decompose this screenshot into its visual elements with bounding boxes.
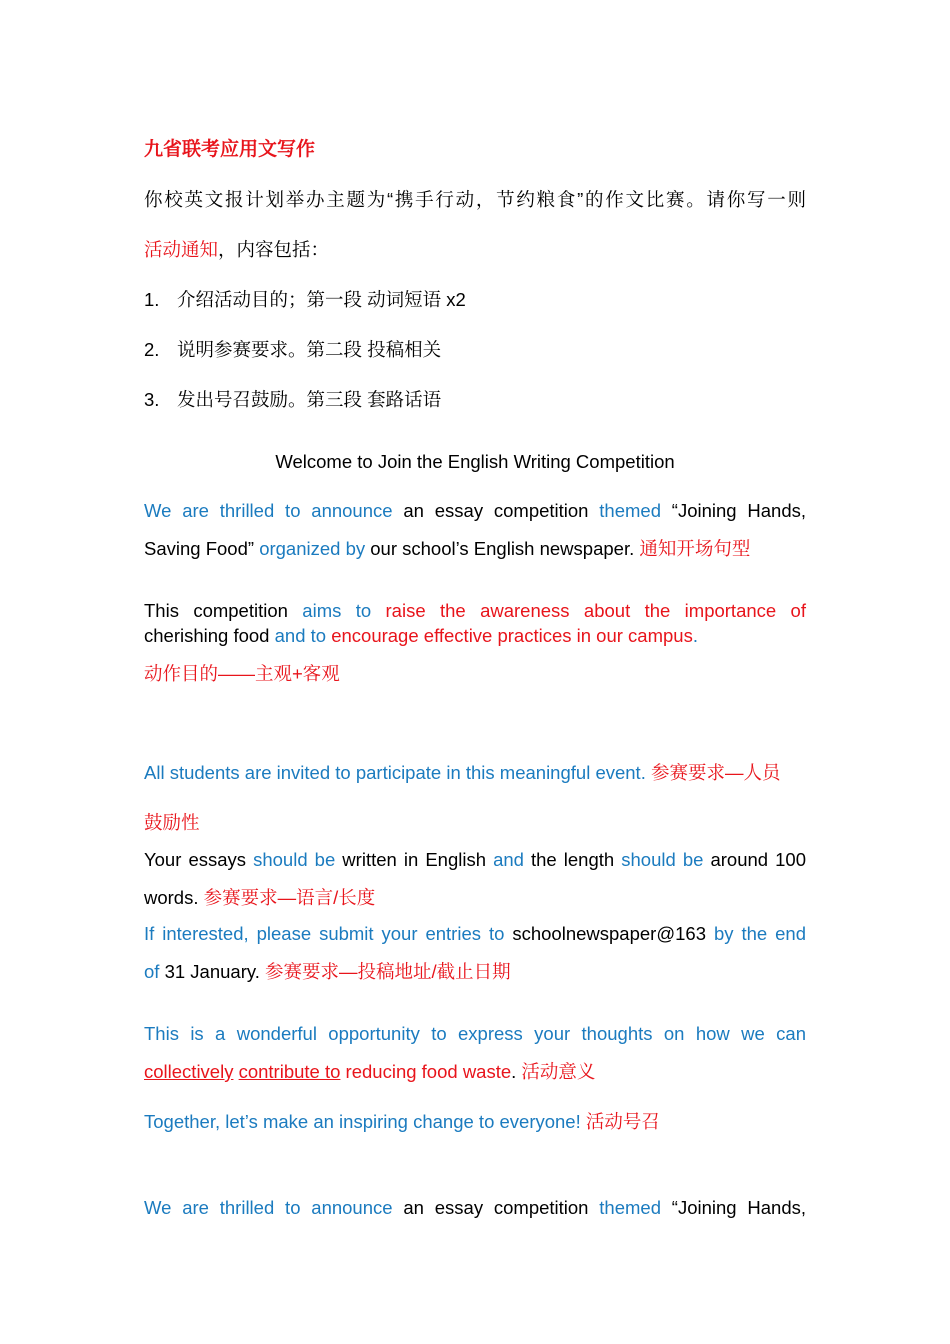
underlined-phrase: contribute to bbox=[238, 1061, 341, 1082]
annotation-note: 通知开场句型 bbox=[639, 538, 751, 559]
prompt-line-2-rest: ，内容包括： bbox=[218, 239, 330, 260]
annotation-note: 参赛要求—人员 bbox=[650, 762, 781, 783]
phrase: . bbox=[692, 625, 698, 646]
phrase: If interested, please submit your entries to bbox=[144, 923, 505, 944]
prompt-line-2 bbox=[144, 238, 806, 262]
list-item-number: 2. bbox=[144, 339, 160, 360]
annotation-note: 活动意义 bbox=[521, 1061, 596, 1082]
list-item bbox=[144, 288, 806, 312]
annotation-note: 活动号召 bbox=[585, 1111, 660, 1132]
phrase: We are thrilled to announce bbox=[144, 500, 393, 521]
p7-line-1 bbox=[144, 1110, 806, 1134]
phrase: themed bbox=[599, 1197, 661, 1218]
phrase: cherishing food bbox=[144, 625, 275, 646]
essay-title: Welcome to Join the English Writing Competition bbox=[275, 451, 675, 472]
phrase: themed bbox=[599, 500, 661, 521]
phrase: and bbox=[493, 849, 524, 870]
phrase: the length bbox=[523, 849, 622, 870]
phrase: around 100 bbox=[703, 849, 806, 870]
annotation-note: 参赛要求—投稿地址/截止日期 bbox=[265, 961, 511, 982]
phrase: reducing food waste bbox=[340, 1061, 512, 1082]
phrase: “Joining Hands, bbox=[661, 500, 807, 521]
phrase: written in English bbox=[335, 849, 494, 870]
phrase: raise the awareness about the importance of bbox=[371, 600, 806, 621]
phrase: Together, let’s make an inspiring change to everyone! bbox=[144, 1111, 586, 1132]
notice-keyword: 活动通知 bbox=[144, 239, 219, 260]
p5-line-1 bbox=[144, 922, 806, 946]
p3-line-1 bbox=[144, 761, 806, 785]
annotation-note: 参赛要求—语言/长度 bbox=[203, 887, 376, 908]
phrase: aims to bbox=[302, 600, 372, 621]
phrase: We are thrilled to announce bbox=[144, 1197, 393, 1218]
phrase: . bbox=[511, 1061, 522, 1082]
p4-line-2 bbox=[144, 886, 806, 910]
phrase: should be bbox=[621, 849, 704, 870]
p1-line-2 bbox=[144, 537, 806, 561]
p2-line-2 bbox=[144, 624, 806, 648]
phrase: “Joining Hands, bbox=[661, 1197, 807, 1218]
phrase: by the end bbox=[713, 923, 806, 944]
email-address: schoolnewspaper@163 bbox=[504, 923, 714, 944]
phrase: This competition bbox=[144, 600, 303, 621]
phrase: words. bbox=[144, 887, 204, 908]
phrase: organized by bbox=[259, 538, 366, 559]
list-item-text: 发出号召鼓励。第三段 套路话语 bbox=[177, 389, 442, 410]
list-item-text: 介绍活动目的；第一段 动词短语 x2 bbox=[177, 289, 466, 310]
p6-line-1: This is a wonderful opportunity to express your thoughts on how we can bbox=[144, 1023, 806, 1044]
phrase: our school’s English newspaper. bbox=[365, 538, 640, 559]
phrase: of bbox=[144, 961, 160, 982]
list-item-number: 3. bbox=[144, 389, 160, 410]
annotation-note: 动作目的——主观+客观 bbox=[144, 663, 340, 684]
p8-line-1 bbox=[144, 1196, 806, 1220]
phrase: an essay competition bbox=[392, 1197, 600, 1218]
p1-line-1 bbox=[144, 499, 806, 523]
phrase: and to bbox=[274, 625, 327, 646]
phrase: Your essays bbox=[144, 849, 254, 870]
phrase: All students are invited to participate in this meaningful event. bbox=[144, 762, 651, 783]
list-item-text: 说明参赛要求。第二段 投稿相关 bbox=[177, 339, 442, 360]
phrase: an essay competition bbox=[392, 500, 600, 521]
p5-line-2 bbox=[144, 960, 806, 984]
underlined-phrase: collectively bbox=[144, 1061, 234, 1082]
phrase: encourage effective practices in our campus bbox=[326, 625, 693, 646]
phrase: Saving Food” bbox=[144, 538, 260, 559]
page-title: 九省联考应用文写作 bbox=[144, 139, 316, 160]
prompt-line-1: 你校英文报计划举办主题为“携手行动，节约粮食”的作文比赛。请你写一则 bbox=[144, 189, 806, 210]
p2-line-1 bbox=[144, 599, 806, 623]
list-item bbox=[144, 338, 806, 362]
annotation-note: 鼓励性 bbox=[144, 812, 200, 833]
deadline-date: 31 January. bbox=[159, 961, 266, 982]
list-item bbox=[144, 388, 806, 412]
p6-line-2 bbox=[144, 1060, 806, 1084]
p4-line-1 bbox=[144, 848, 806, 872]
phrase: should be bbox=[253, 849, 336, 870]
list-item-number: 1. bbox=[144, 289, 160, 310]
